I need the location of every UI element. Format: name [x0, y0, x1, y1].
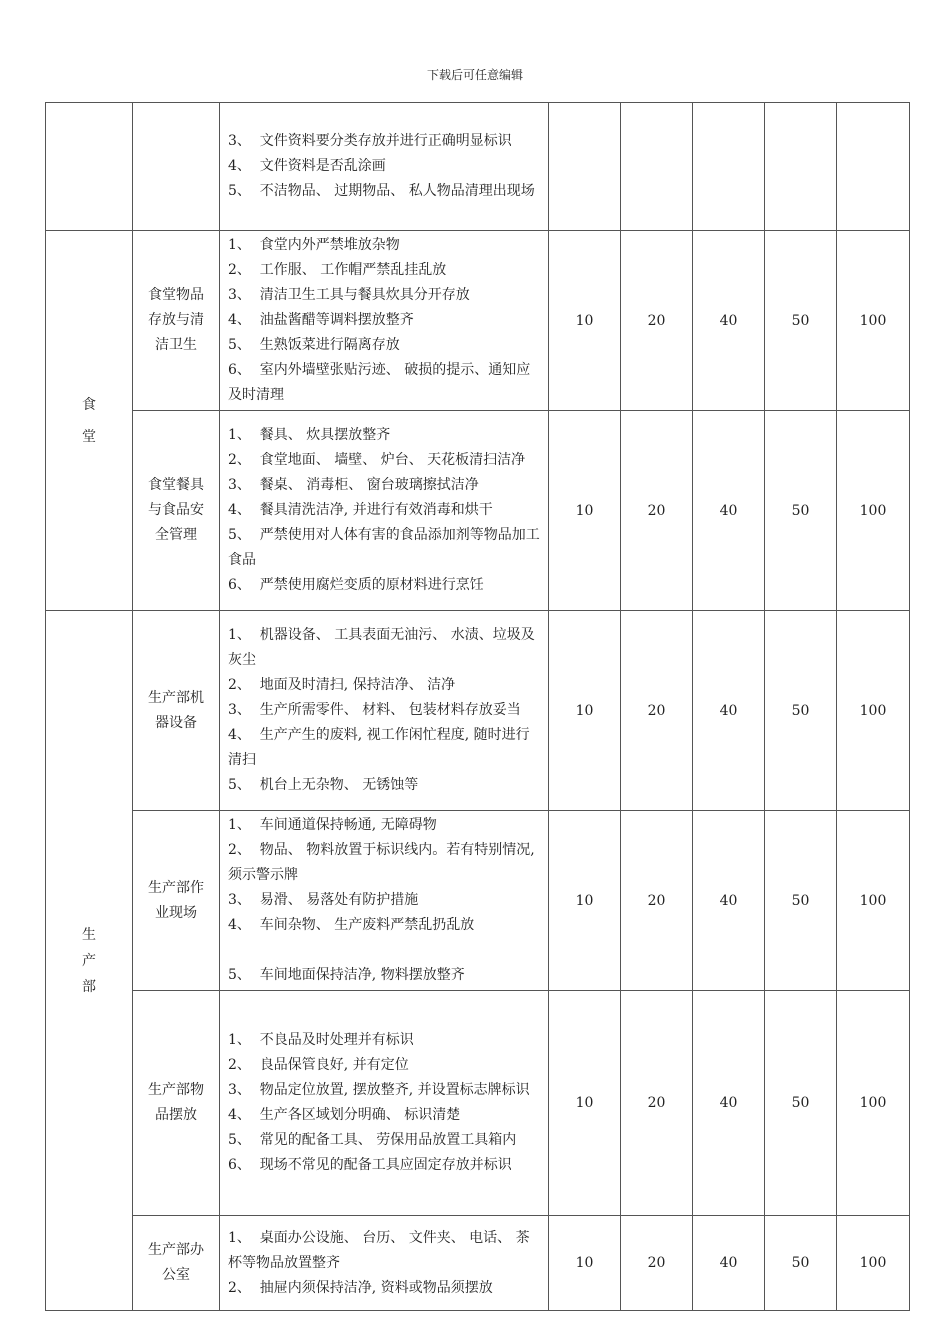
criteria-cell	[220, 611, 549, 811]
score-cell: 100	[837, 991, 910, 1216]
item-cell: 生产部物品摆放	[133, 991, 220, 1216]
criteria-line: 5、 严禁使用对人体有害的食品添加剂等物品加工食品	[228, 527, 540, 568]
item-cell: 食堂餐具与食品安全管理	[133, 411, 220, 611]
score-cell: 20	[621, 411, 693, 611]
criteria-cell	[220, 231, 549, 411]
score-cell: 10	[549, 611, 621, 811]
score-cell	[693, 103, 765, 231]
item-cell: 食堂物品存放与清洁卫生	[133, 231, 220, 411]
criteria-line: 3、 易滑、 易落处有防护措施	[228, 892, 419, 908]
criteria-line: 4、 餐具清洗洁净, 并进行有效消毒和烘干	[228, 502, 493, 518]
score-cell: 10	[549, 991, 621, 1216]
dept-cell-canteen	[46, 231, 133, 611]
score-cell: 20	[621, 231, 693, 411]
criteria-line: 5、 机台上无杂物、 无锈蚀等	[228, 777, 419, 793]
item-cell	[133, 103, 220, 231]
score-cell: 100	[837, 1216, 910, 1311]
criteria-line: 4、 油盐酱醋等调料摆放整齐	[228, 312, 414, 328]
criteria-cell	[220, 1216, 549, 1311]
score-cell: 10	[549, 1216, 621, 1311]
criteria-line: 2、 良品保管良好, 并有定位	[228, 1057, 409, 1073]
score-cell: 10	[549, 411, 621, 611]
table-row	[46, 103, 910, 231]
score-cell: 50	[765, 611, 837, 811]
table-row	[46, 231, 910, 411]
criteria-line: 3、 餐桌、 消毒柜、 窗台玻璃擦拭洁净	[228, 477, 479, 493]
score-cell: 20	[621, 811, 693, 991]
score-cell: 100	[837, 811, 910, 991]
score-cell: 40	[693, 611, 765, 811]
criteria-cell	[220, 103, 549, 231]
criteria-line: 1、 不良品及时处理并有标识	[228, 1032, 414, 1048]
item-cell: 生产部机器设备	[133, 611, 220, 811]
item-cell: 生产部办公室	[133, 1216, 220, 1311]
criteria-cell	[220, 811, 549, 991]
score-cell: 40	[693, 1216, 765, 1311]
criteria-line: 4、 生产产生的废料, 视工作闲忙程度, 随时进行清扫	[228, 727, 530, 768]
criteria-line: 5、 不洁物品、 过期物品、 私人物品清理出现场	[228, 183, 535, 199]
criteria-line: 6、 严禁使用腐烂变质的原材料进行烹饪	[228, 577, 484, 593]
criteria-line: 2、 地面及时清扫, 保持洁净、 洁净	[228, 677, 456, 693]
page-header: 下载后可任意编辑	[426, 68, 523, 82]
criteria-line: 5、 生熟饭菜进行隔离存放	[228, 337, 400, 353]
criteria-line: 5、 车间地面保持洁净, 物料摆放整齐	[228, 967, 465, 983]
score-cell: 100	[837, 611, 910, 811]
table-row	[46, 1216, 910, 1311]
score-cell: 50	[765, 411, 837, 611]
criteria-line: 4、 文件资料是否乱涂画	[228, 158, 386, 174]
score-cell	[549, 103, 621, 231]
criteria-line: 1、 桌面办公设施、 台历、 文件夹、 电话、 茶杯等物品放置整齐	[228, 1229, 530, 1271]
table-row	[46, 811, 910, 991]
score-cell: 50	[765, 231, 837, 411]
criteria-line: 3、 物品定位放置, 摆放整齐, 并设置标志牌标识	[228, 1082, 530, 1098]
criteria-line: 2、 食堂地面、 墙壁、 炉台、 天花板清扫洁净	[228, 452, 526, 468]
criteria-line: 2、 抽屉内须保持洁净, 资料或物品须摆放	[228, 1279, 493, 1296]
criteria-line: 4、 车间杂物、 生产废料严禁乱扔乱放	[228, 917, 475, 933]
score-cell: 50	[765, 991, 837, 1216]
score-cell	[837, 103, 910, 231]
score-cell: 10	[549, 811, 621, 991]
score-cell: 100	[837, 411, 910, 611]
score-cell: 40	[693, 411, 765, 611]
criteria-line: 6、 现场不常见的配备工具应固定存放并标识	[228, 1157, 512, 1173]
score-cell: 100	[837, 231, 910, 411]
inspection-table	[45, 102, 910, 1311]
criteria-line: 4、 生产各区域划分明确、 标识清楚	[228, 1107, 461, 1123]
criteria-line: 1、 车间通道保持畅通, 无障碍物	[228, 817, 437, 833]
table-row	[46, 991, 910, 1216]
criteria-cell	[220, 991, 549, 1216]
criteria-line	[228, 938, 540, 963]
score-cell: 40	[693, 231, 765, 411]
score-cell	[621, 103, 693, 231]
criteria-line: 1、 食堂内外严禁堆放杂物	[228, 237, 400, 253]
item-cell: 生产部作业现场	[133, 811, 220, 991]
score-cell: 20	[621, 1216, 693, 1311]
criteria-line: 2、 工作服、 工作帽严禁乱挂乱放	[228, 262, 447, 278]
dept-cell-empty	[46, 103, 133, 231]
score-cell	[765, 103, 837, 231]
score-cell: 20	[621, 991, 693, 1216]
dept-label: 生 产 部	[82, 926, 96, 995]
criteria-line: 1、 餐具、 炊具摆放整齐	[228, 427, 391, 443]
score-cell: 50	[765, 1216, 837, 1311]
dept-label: 食 堂	[82, 396, 96, 445]
table-row	[46, 411, 910, 611]
criteria-line: 6、 室内外墙壁张贴污迹、 破损的提示、通知应及时清理	[228, 362, 531, 403]
criteria-line: 3、 清洁卫生工具与餐具炊具分开存放	[228, 287, 470, 303]
score-cell: 40	[693, 811, 765, 991]
score-cell: 50	[765, 811, 837, 991]
dept-cell-production	[46, 611, 133, 1311]
score-cell: 10	[549, 231, 621, 411]
criteria-line: 5、 常见的配备工具、 劳保用品放置工具箱内	[228, 1132, 517, 1148]
criteria-line: 3、 文件资料要分类存放并进行正确明显标识	[228, 133, 512, 149]
table-row	[46, 611, 910, 811]
criteria-line: 2、 物品、 物料放置于标识线内。若有特别情况, 须示警示牌	[228, 842, 540, 883]
criteria-cell	[220, 411, 549, 611]
score-cell: 40	[693, 991, 765, 1216]
score-cell: 20	[621, 611, 693, 811]
criteria-line: 1、 机器设备、 工具表面无油污、 水渍、垃圾及灰尘	[228, 627, 535, 668]
criteria-line: 3、 生产所需零件、 材料、 包装材料存放妥当	[228, 702, 521, 718]
